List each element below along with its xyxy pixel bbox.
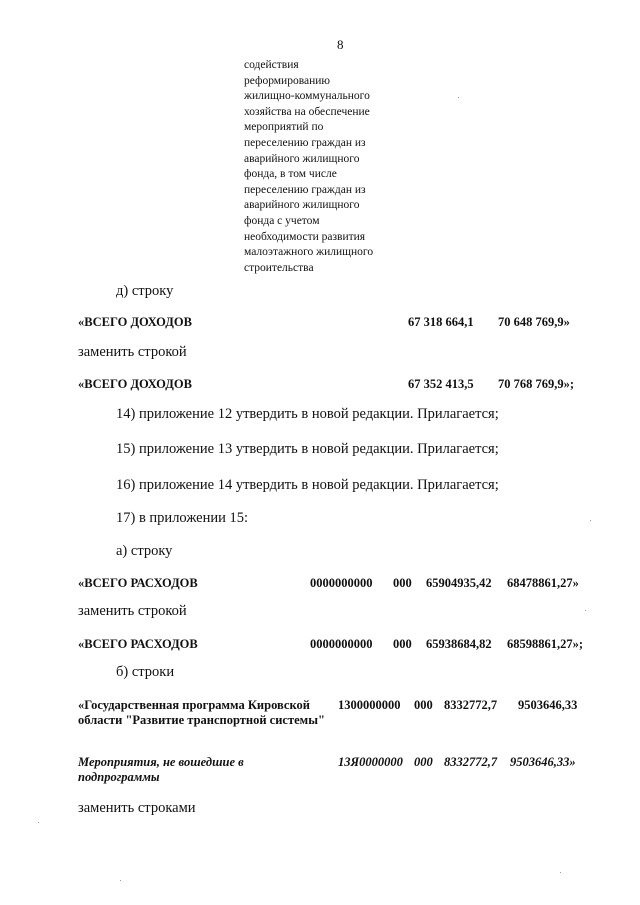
text-line: малоэтажного жилищного	[244, 246, 374, 259]
text-line: содействия	[244, 59, 299, 71]
expense-new-value-2: 68598861,27»;	[507, 637, 584, 651]
replace-with-3: заменить строками	[78, 800, 196, 816]
text-line: мероприятий по	[244, 121, 324, 134]
expense-new-label: «ВСЕГО РАСХОДОВ	[78, 637, 198, 651]
program-row-kvr: 000	[414, 698, 433, 712]
item-15: 15) приложение 13 утвердить в новой редакции. Прилагается;	[116, 441, 499, 457]
measures-row-code: 13Я0000000	[338, 755, 403, 769]
item-d-label: д) строку	[116, 283, 174, 299]
scan-speck	[560, 872, 561, 873]
text-line: аварийного жилищного	[244, 199, 360, 212]
scan-speck	[590, 520, 591, 521]
income-old-label: «ВСЕГО ДОХОДОВ	[78, 315, 192, 329]
page-number: 8	[337, 37, 344, 52]
measures-row-value-1: 8332772,7	[444, 755, 498, 769]
income-new-label: «ВСЕГО ДОХОДОВ	[78, 377, 192, 391]
expense-old-label: «ВСЕГО РАСХОДОВ	[78, 576, 198, 590]
text-line: реформированию	[244, 74, 330, 87]
text-line: аварийного жилищного	[244, 152, 360, 165]
text-line: строительства	[244, 261, 314, 274]
item-17: 17) в приложении 15:	[116, 510, 249, 526]
text-line: переселению граждан из	[244, 183, 366, 196]
measures-row-label: Мероприятия, не вошедшие в подпрограммы	[78, 755, 244, 784]
program-row-label: «Государственная программа Кировской области "Развитие транспортной системы"	[78, 698, 325, 727]
program-row-code: 1300000000	[338, 698, 401, 712]
continued-text-block	[244, 58, 373, 276]
scan-speck	[38, 822, 39, 823]
item-16: 16) приложение 14 утвердить в новой редакции. Прилагается;	[116, 477, 499, 493]
program-row-value-1: 8332772,7	[444, 698, 498, 712]
measures-row-value-2: 9503646,33»	[510, 755, 576, 769]
expense-old-value-1: 65904935,42	[426, 576, 492, 590]
item-b-label: б) строки	[116, 664, 175, 680]
scan-speck	[458, 97, 459, 98]
expense-new-kvr: 000	[393, 637, 412, 651]
income-old-value-1: 67 318 664,1	[408, 315, 474, 329]
text-line: необходимости развития	[244, 230, 366, 243]
text-line: жилищно-коммунального	[244, 90, 370, 103]
expense-old-value-2: 68478861,27»	[507, 576, 579, 590]
text-line: фонда, в том числе	[244, 168, 337, 181]
text-line: переселению граждан из	[244, 136, 366, 149]
replace-with-2: заменить строкой	[78, 603, 187, 619]
expense-new-value-1: 65938684,82	[426, 637, 492, 651]
scan-speck	[120, 880, 121, 881]
program-row-value-2: 9503646,33	[518, 698, 578, 712]
expense-new-code: 0000000000	[310, 637, 373, 651]
text-line: хозяйства на обеспечение	[244, 105, 370, 118]
replace-with-1: заменить строкой	[78, 344, 187, 360]
expense-old-kvr: 000	[393, 576, 412, 590]
item-a-label: а) строку	[116, 543, 173, 559]
item-14: 14) приложение 12 утвердить в новой редакции. Прилагается;	[116, 406, 499, 422]
text-line: фонда с учетом	[244, 214, 320, 227]
expense-old-code: 0000000000	[310, 576, 373, 590]
income-new-value-1: 67 352 413,5	[408, 377, 474, 391]
income-old-value-2: 70 648 769,9»	[498, 315, 570, 329]
income-new-value-2: 70 768 769,9»;	[498, 377, 575, 391]
scan-speck	[585, 610, 586, 611]
measures-row-kvr: 000	[414, 755, 433, 769]
